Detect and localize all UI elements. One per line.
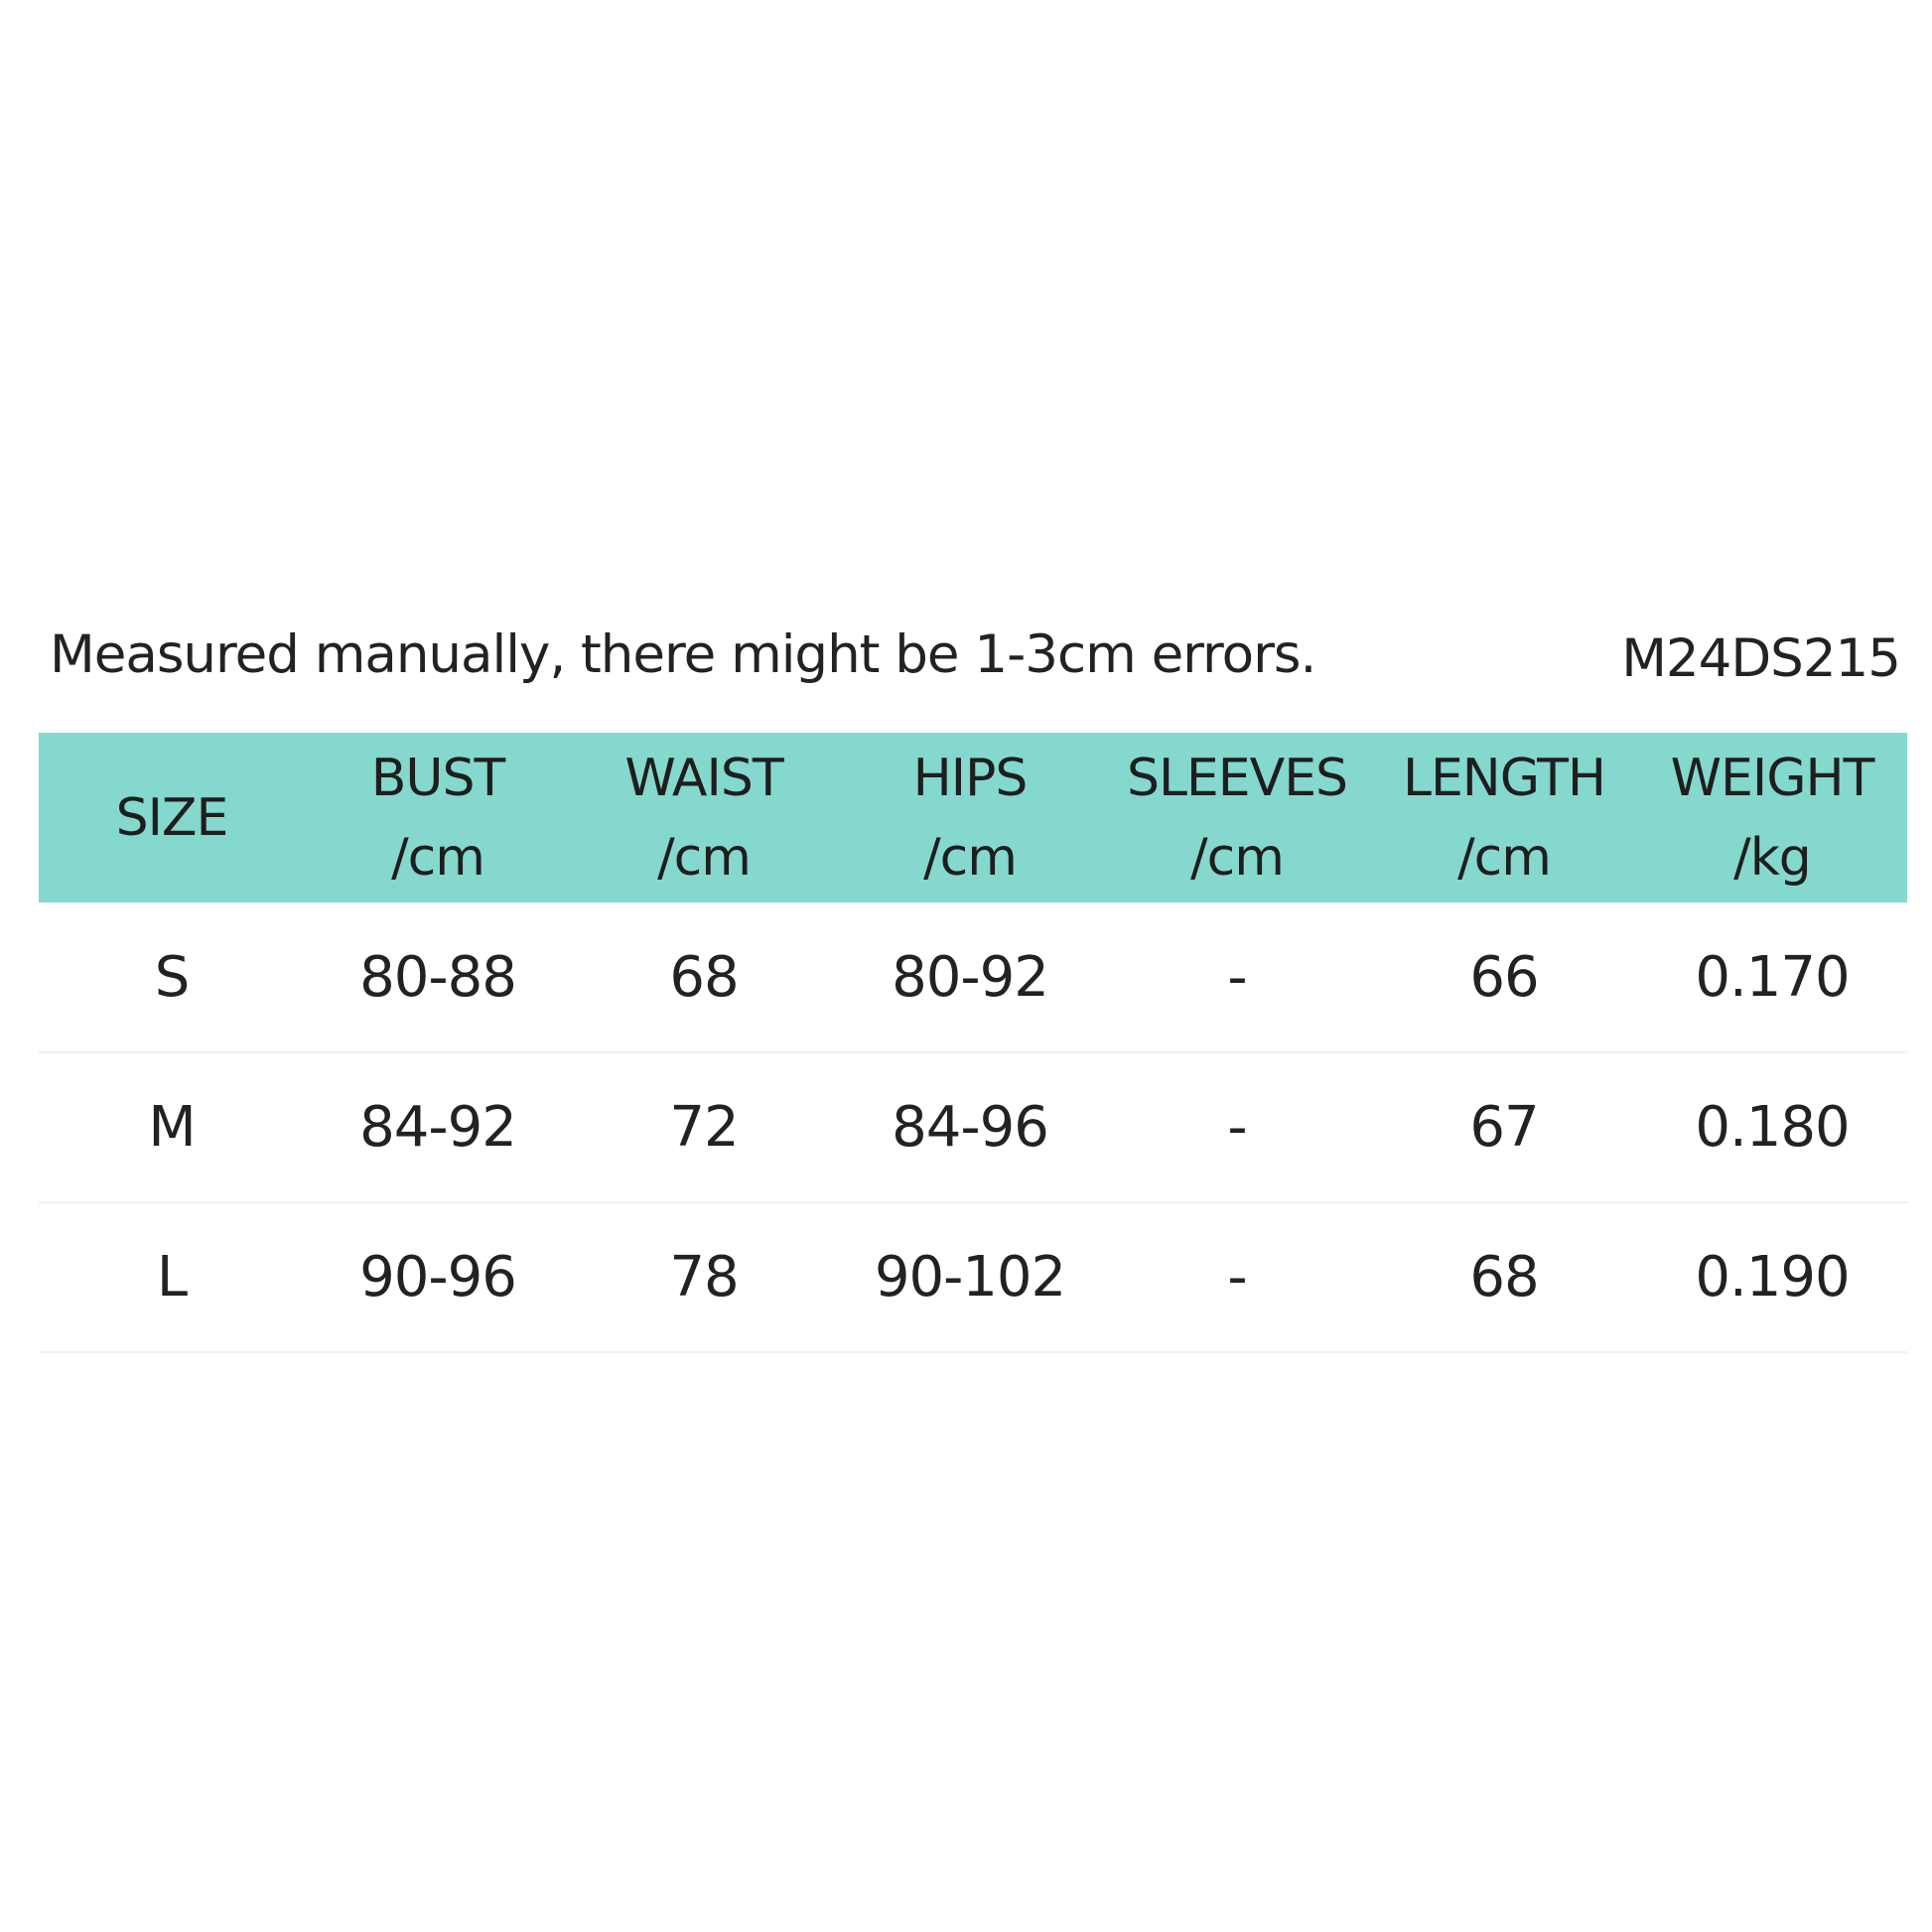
table-row <box>39 1202 1907 1352</box>
cell-bust: 84-92 <box>359 1095 516 1160</box>
header-weight-unit: /kg <box>1733 827 1811 888</box>
cell-sleeves: - <box>1227 1245 1247 1310</box>
cell-weight: 0.190 <box>1695 1245 1850 1310</box>
measurement-note: Measured manually, there might be 1-3cm errors. <box>50 624 1316 685</box>
header-hips-label: HIPS <box>912 748 1028 808</box>
cell-length: 68 <box>1469 1245 1539 1310</box>
header-length-unit: /cm <box>1457 827 1551 888</box>
header-hips-unit: /cm <box>923 827 1017 888</box>
header-sleeves <box>1103 733 1371 902</box>
header-size-label: SIZE <box>115 787 228 848</box>
header-length-label: LENGTH <box>1402 748 1606 808</box>
cell-length: 67 <box>1469 1095 1539 1160</box>
table-row <box>39 1052 1907 1202</box>
header-weight <box>1637 733 1907 902</box>
header-waist-unit: /cm <box>657 827 751 888</box>
cell-sleeves: - <box>1227 1095 1247 1160</box>
cell-waist: 78 <box>669 1245 739 1310</box>
table-header <box>39 733 1907 902</box>
cell-bust: 90-96 <box>359 1245 516 1310</box>
cell-size: L <box>156 1245 188 1310</box>
cell-size: S <box>154 944 190 1010</box>
header-waist-label: WAIST <box>624 748 783 808</box>
header-length <box>1371 733 1637 902</box>
cell-weight: 0.180 <box>1695 1095 1850 1160</box>
cell-waist: 72 <box>669 1095 739 1160</box>
cell-hips: 84-96 <box>892 1095 1048 1160</box>
cell-length: 66 <box>1469 944 1539 1010</box>
header-weight-label: WEIGHT <box>1670 748 1874 808</box>
header-sleeves-unit: /cm <box>1190 827 1284 888</box>
header-bust <box>305 733 571 902</box>
header-sleeves-label: SLEEVES <box>1126 748 1348 808</box>
cell-waist: 68 <box>669 944 739 1010</box>
cell-hips: 80-92 <box>892 944 1048 1010</box>
header-bust-label: BUST <box>370 748 505 808</box>
header-bust-unit: /cm <box>391 827 484 888</box>
cell-sleeves: - <box>1227 944 1247 1010</box>
table-row <box>39 902 1907 1052</box>
product-code: M24DS215 <box>1621 628 1900 689</box>
size-chart-table <box>39 733 1907 1353</box>
cell-size: M <box>148 1095 196 1160</box>
cell-bust: 80-88 <box>359 944 516 1010</box>
header-hips <box>837 733 1103 902</box>
table-body <box>39 902 1907 1352</box>
cell-hips: 90-102 <box>874 1245 1066 1310</box>
header-row <box>39 733 1907 902</box>
header-size <box>39 733 305 902</box>
header-waist <box>571 733 837 902</box>
cell-weight: 0.170 <box>1695 944 1850 1010</box>
